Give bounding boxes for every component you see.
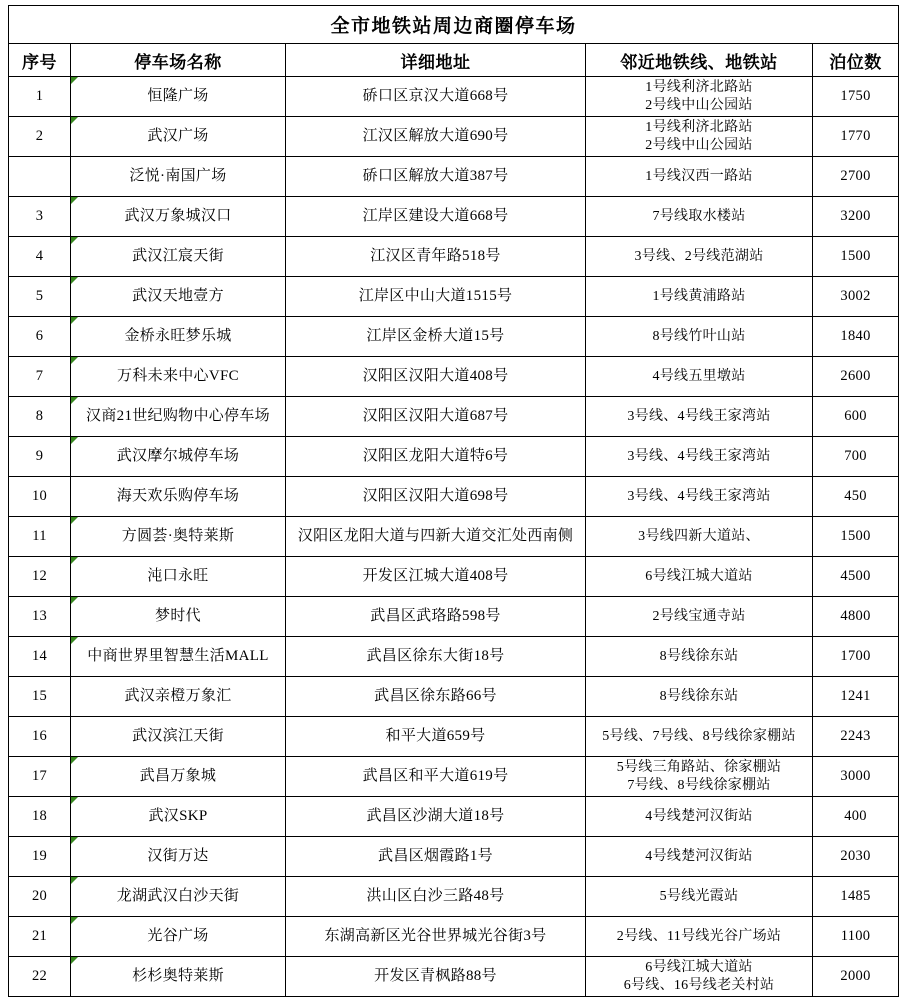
cell-parking-lot-name[interactable] <box>71 597 286 637</box>
cell-parking-lot-name[interactable] <box>71 237 286 277</box>
page-title: 全市地铁站周边商圈停车场 <box>9 6 899 44</box>
cell-parking-slots[interactable]: 4500 <box>813 557 899 597</box>
cell-sequence-number[interactable]: 10 <box>9 477 71 517</box>
cell-parking-lot-name[interactable] <box>71 277 286 317</box>
table-header-row <box>9 44 899 77</box>
cell-parking-slots[interactable]: 1100 <box>813 917 899 957</box>
metro-line-text: 2号线中山公园站 <box>645 97 753 113</box>
cell-nearby-metro[interactable] <box>586 957 813 997</box>
parking-lot-name-text: 武昌万象城 <box>139 768 217 785</box>
cell-parking-slots[interactable]: 1500 <box>813 517 899 557</box>
table-row[interactable] <box>9 677 899 717</box>
column-header-name: 停车场名称 <box>71 44 286 77</box>
cell-sequence-number[interactable]: 19 <box>9 837 71 877</box>
comment-marker-icon <box>71 237 78 244</box>
table-row[interactable] <box>9 557 899 597</box>
cell-nearby-metro[interactable] <box>586 197 813 237</box>
parking-lot-name-text: 中商世界里智慧生活MALL <box>87 648 269 665</box>
parking-lot-name-text: 恒隆广场 <box>147 88 209 105</box>
cell-parking-slots[interactable]: 1750 <box>813 77 899 117</box>
cell-parking-lot-name[interactable] <box>71 757 286 797</box>
table-row[interactable] <box>9 117 899 157</box>
cell-parking-slots[interactable]: 2600 <box>813 357 899 397</box>
cell-parking-lot-name[interactable] <box>71 117 286 157</box>
parking-lot-name-text: 武汉广场 <box>147 128 209 145</box>
cell-address[interactable]: 汉阳区汉阳大道408号 <box>286 357 586 397</box>
cell-nearby-metro[interactable] <box>586 717 813 757</box>
metro-line-text: 5号线三角路站、徐家棚站 <box>616 760 782 775</box>
cell-sequence-number[interactable]: 2 <box>9 117 71 157</box>
cell-parking-lot-name[interactable] <box>71 357 286 397</box>
cell-parking-lot-name[interactable] <box>71 77 286 117</box>
metro-line-text: 6号线江城大道站 <box>645 568 753 584</box>
cell-address[interactable]: 武昌区和平大道619号 <box>286 757 586 797</box>
cell-sequence-number[interactable]: 16 <box>9 717 71 757</box>
cell-nearby-metro[interactable] <box>586 517 813 557</box>
parking-lot-name-text: 杉杉奥特莱斯 <box>132 968 224 985</box>
table-row[interactable] <box>9 197 899 237</box>
cell-nearby-metro[interactable] <box>586 837 813 877</box>
cell-sequence-number[interactable]: 17 <box>9 757 71 797</box>
comment-marker-icon <box>71 277 78 284</box>
cell-nearby-metro[interactable] <box>586 597 813 637</box>
metro-line-text: 3号线、2号线范湖站 <box>634 248 764 264</box>
cell-parking-lot-name[interactable] <box>71 637 286 677</box>
metro-line-text: 6号线江城大道站 <box>645 960 753 975</box>
cell-nearby-metro[interactable] <box>586 437 813 477</box>
metro-line-text: 8号线竹叶山站 <box>652 328 746 344</box>
cell-address[interactable]: 汉阳区龙阳大道与四新大道交汇处西南侧 <box>286 517 586 557</box>
metro-line-text: 1号线黄浦路站 <box>652 288 746 304</box>
column-header-seq: 序号 <box>9 44 71 77</box>
cell-address[interactable]: 江岸区金桥大道15号 <box>286 317 586 357</box>
cell-parking-slots[interactable]: 4800 <box>813 597 899 637</box>
metro-line-text: 1号线汉西一路站 <box>645 168 753 184</box>
cell-nearby-metro[interactable] <box>586 557 813 597</box>
cell-address[interactable]: 洪山区白沙三路48号 <box>286 877 586 917</box>
cell-address[interactable]: 开发区青枫路88号 <box>286 957 586 997</box>
cell-parking-lot-name[interactable] <box>71 837 286 877</box>
metro-line-text: 1号线利济北路站 <box>645 80 753 95</box>
table-row[interactable] <box>9 277 899 317</box>
cell-nearby-metro[interactable] <box>586 797 813 837</box>
comment-marker-icon <box>71 837 78 844</box>
parking-lot-name-text: 光谷广场 <box>147 928 209 945</box>
cell-sequence-number[interactable]: 14 <box>9 637 71 677</box>
cell-nearby-metro[interactable] <box>586 677 813 717</box>
cell-sequence-number[interactable]: 11 <box>9 517 71 557</box>
parking-lot-name-text: 汉街万达 <box>147 848 209 865</box>
parking-lot-name-text: 武汉万象城汉口 <box>124 208 232 225</box>
cell-parking-lot-name[interactable] <box>71 397 286 437</box>
cell-nearby-metro[interactable] <box>586 317 813 357</box>
cell-sequence-number[interactable]: 3 <box>9 197 71 237</box>
spreadsheet-canvas <box>0 5 905 999</box>
cell-address[interactable]: 武昌区烟霞路1号 <box>286 837 586 877</box>
cell-parking-lot-name[interactable] <box>71 717 286 757</box>
cell-parking-slots[interactable]: 3200 <box>813 197 899 237</box>
metro-line-text: 4号线楚河汉街站 <box>645 848 753 864</box>
parking-lot-name-text: 武汉摩尔城停车场 <box>116 448 240 465</box>
cell-address[interactable]: 江岸区建设大道668号 <box>286 197 586 237</box>
cell-parking-lot-name[interactable] <box>71 477 286 517</box>
comment-marker-icon <box>71 917 78 924</box>
comment-marker-icon <box>71 877 78 884</box>
table-row[interactable] <box>9 837 899 877</box>
cell-sequence-number[interactable]: 9 <box>9 437 71 477</box>
cell-parking-lot-name[interactable] <box>71 677 286 717</box>
cell-address[interactable]: 汉阳区龙阳大道特6号 <box>286 437 586 477</box>
metro-line-text: 2号线宝通寺站 <box>652 608 746 624</box>
cell-nearby-metro[interactable] <box>586 637 813 677</box>
cell-parking-lot-name[interactable] <box>71 877 286 917</box>
table-row[interactable] <box>9 637 899 677</box>
table-row[interactable] <box>9 957 899 997</box>
cell-sequence-number[interactable]: 13 <box>9 597 71 637</box>
parking-lot-name-text: 梦时代 <box>155 608 201 625</box>
cell-nearby-metro[interactable] <box>586 77 813 117</box>
comment-marker-icon <box>71 117 78 124</box>
metro-line-text: 2号线中山公园站 <box>645 137 753 153</box>
cell-parking-slots[interactable]: 2700 <box>813 157 899 197</box>
cell-nearby-metro[interactable] <box>586 917 813 957</box>
table-row[interactable] <box>9 717 899 757</box>
cell-nearby-metro[interactable] <box>586 397 813 437</box>
cell-sequence-number[interactable]: 21 <box>9 917 71 957</box>
parking-lot-name-text: 方圆荟·奥特莱斯 <box>121 528 235 545</box>
comment-marker-icon <box>71 797 78 804</box>
table-body <box>9 77 899 997</box>
cell-parking-slots[interactable]: 1700 <box>813 637 899 677</box>
cell-parking-slots[interactable]: 1485 <box>813 877 899 917</box>
metro-line-text: 3号线、4号线王家湾站 <box>627 448 771 464</box>
parking-lot-name-text: 万科未来中心VFC <box>117 368 239 385</box>
parking-lot-name-text: 武汉滨江天街 <box>132 728 224 745</box>
column-header-slots: 泊位数 <box>813 44 899 77</box>
metro-line-text: 4号线五里墩站 <box>652 368 746 384</box>
parking-lot-name-text: 泛悦·南国广场 <box>129 168 227 185</box>
table-title-row <box>9 6 899 44</box>
table-row[interactable] <box>9 317 899 357</box>
parking-lot-name-text: 沌口永旺 <box>147 568 209 585</box>
cell-address[interactable]: 江汉区青年路518号 <box>286 237 586 277</box>
metro-line-text: 7号线、8号线徐家棚站 <box>627 777 771 793</box>
table-row[interactable] <box>9 797 899 837</box>
parking-lots-table <box>8 5 899 997</box>
table-row[interactable] <box>9 757 899 797</box>
cell-nearby-metro[interactable] <box>586 277 813 317</box>
metro-line-text: 6号线、16号线老关村站 <box>623 977 775 993</box>
cell-address[interactable]: 武昌区徐东大街18号 <box>286 637 586 677</box>
cell-address[interactable]: 开发区江城大道408号 <box>286 557 586 597</box>
metro-line-text: 7号线取水楼站 <box>652 208 746 224</box>
cell-parking-lot-name[interactable] <box>71 157 286 197</box>
cell-parking-slots[interactable]: 600 <box>813 397 899 437</box>
parking-lot-name-text: 武汉江宸天街 <box>132 248 224 265</box>
cell-address[interactable]: 硚口区解放大道387号 <box>286 157 586 197</box>
cell-parking-lot-name[interactable] <box>71 437 286 477</box>
cell-parking-slots[interactable]: 3000 <box>813 757 899 797</box>
cell-sequence-number[interactable]: 20 <box>9 877 71 917</box>
metro-line-text: 8号线徐东站 <box>659 648 739 664</box>
cell-nearby-metro[interactable] <box>586 117 813 157</box>
parking-lot-name-text: 金桥永旺梦乐城 <box>124 328 232 345</box>
cell-address[interactable]: 硚口区京汉大道668号 <box>286 77 586 117</box>
cell-sequence-number[interactable]: 1 <box>9 77 71 117</box>
cell-parking-slots[interactable]: 3002 <box>813 277 899 317</box>
cell-sequence-number[interactable]: 6 <box>9 317 71 357</box>
cell-parking-lot-name[interactable] <box>71 917 286 957</box>
comment-marker-icon <box>71 757 78 764</box>
cell-sequence-number[interactable]: 12 <box>9 557 71 597</box>
parking-lot-name-text: 武汉SKP <box>148 808 208 825</box>
metro-line-text: 5号线光霞站 <box>659 888 739 904</box>
cell-address[interactable]: 江岸区中山大道1515号 <box>286 277 586 317</box>
metro-line-text: 3号线、4号线王家湾站 <box>627 488 771 504</box>
comment-marker-icon <box>71 77 78 84</box>
cell-sequence-number[interactable]: 22 <box>9 957 71 997</box>
cell-sequence-number[interactable]: 15 <box>9 677 71 717</box>
comment-marker-icon <box>71 957 78 964</box>
comment-marker-icon <box>71 597 78 604</box>
cell-parking-slots[interactable]: 400 <box>813 797 899 837</box>
table-row[interactable] <box>9 397 899 437</box>
metro-line-text: 3号线四新大道站、 <box>638 528 760 544</box>
cell-parking-lot-name[interactable] <box>71 197 286 237</box>
table-row[interactable] <box>9 237 899 277</box>
cell-parking-lot-name[interactable] <box>71 317 286 357</box>
table-row[interactable] <box>9 877 899 917</box>
table-row[interactable] <box>9 77 899 117</box>
metro-line-text: 4号线楚河汉街站 <box>645 808 753 824</box>
parking-lot-name-text: 武汉天地壹方 <box>132 288 224 305</box>
cell-parking-lot-name[interactable] <box>71 517 286 557</box>
cell-address[interactable]: 武昌区沙湖大道18号 <box>286 797 586 837</box>
cell-parking-slots[interactable]: 450 <box>813 477 899 517</box>
table-row[interactable] <box>9 517 899 557</box>
comment-marker-icon <box>71 517 78 524</box>
comment-marker-icon <box>71 197 78 204</box>
cell-nearby-metro[interactable] <box>586 357 813 397</box>
cell-parking-slots[interactable]: 1840 <box>813 317 899 357</box>
cell-parking-slots[interactable]: 1770 <box>813 117 899 157</box>
metro-line-text: 1号线利济北路站 <box>645 120 753 135</box>
cell-address[interactable]: 汉阳区汉阳大道698号 <box>286 477 586 517</box>
table-row[interactable] <box>9 157 899 197</box>
parking-lot-name-text: 海天欢乐购停车场 <box>116 488 240 505</box>
cell-sequence-number[interactable] <box>9 157 71 197</box>
table-row[interactable] <box>9 917 899 957</box>
cell-nearby-metro[interactable] <box>586 157 813 197</box>
cell-address[interactable]: 汉阳区汉阳大道687号 <box>286 397 586 437</box>
column-header-addr: 详细地址 <box>286 44 586 77</box>
cell-parking-lot-name[interactable] <box>71 957 286 997</box>
comment-marker-icon <box>71 557 78 564</box>
cell-nearby-metro[interactable] <box>586 237 813 277</box>
parking-lot-name-text: 武汉亲橙万象汇 <box>124 688 232 705</box>
cell-nearby-metro[interactable] <box>586 877 813 917</box>
metro-line-text: 8号线徐东站 <box>659 688 739 704</box>
metro-line-text: 3号线、4号线王家湾站 <box>627 408 771 424</box>
cell-address[interactable]: 江汉区解放大道690号 <box>286 117 586 157</box>
comment-marker-icon <box>71 357 78 364</box>
cell-parking-slots[interactable]: 2030 <box>813 837 899 877</box>
cell-address[interactable]: 东湖高新区光谷世界城光谷街3号 <box>286 917 586 957</box>
comment-marker-icon <box>71 637 78 644</box>
cell-address[interactable]: 武昌区武珞路598号 <box>286 597 586 637</box>
metro-line-text: 5号线、7号线、8号线徐家棚站 <box>602 728 796 744</box>
comment-marker-icon <box>71 317 78 324</box>
column-header-metro: 邻近地铁线、地铁站 <box>586 44 813 77</box>
table-row[interactable] <box>9 597 899 637</box>
cell-address[interactable]: 和平大道659号 <box>286 717 586 757</box>
cell-nearby-metro[interactable] <box>586 757 813 797</box>
cell-sequence-number[interactable]: 8 <box>9 397 71 437</box>
cell-sequence-number[interactable]: 7 <box>9 357 71 397</box>
cell-parking-lot-name[interactable] <box>71 557 286 597</box>
cell-parking-slots[interactable]: 1241 <box>813 677 899 717</box>
table-row[interactable] <box>9 437 899 477</box>
metro-line-text: 2号线、11号线光谷广场站 <box>616 928 782 944</box>
comment-marker-icon <box>71 437 78 444</box>
comment-marker-icon <box>71 397 78 404</box>
cell-address[interactable]: 武昌区徐东路66号 <box>286 677 586 717</box>
cell-sequence-number[interactable]: 5 <box>9 277 71 317</box>
table-row[interactable] <box>9 357 899 397</box>
parking-lot-name-text: 汉商21世纪购物中心停车场 <box>86 408 270 425</box>
cell-sequence-number[interactable]: 18 <box>9 797 71 837</box>
cell-parking-slots[interactable]: 700 <box>813 437 899 477</box>
cell-sequence-number[interactable]: 4 <box>9 237 71 277</box>
table-row[interactable] <box>9 477 899 517</box>
cell-parking-lot-name[interactable] <box>71 797 286 837</box>
cell-nearby-metro[interactable] <box>586 477 813 517</box>
cell-parking-slots[interactable]: 2243 <box>813 717 899 757</box>
cell-parking-slots[interactable]: 2000 <box>813 957 899 997</box>
parking-lot-name-text: 龙湖武汉白沙天街 <box>116 888 240 905</box>
cell-parking-slots[interactable]: 1500 <box>813 237 899 277</box>
